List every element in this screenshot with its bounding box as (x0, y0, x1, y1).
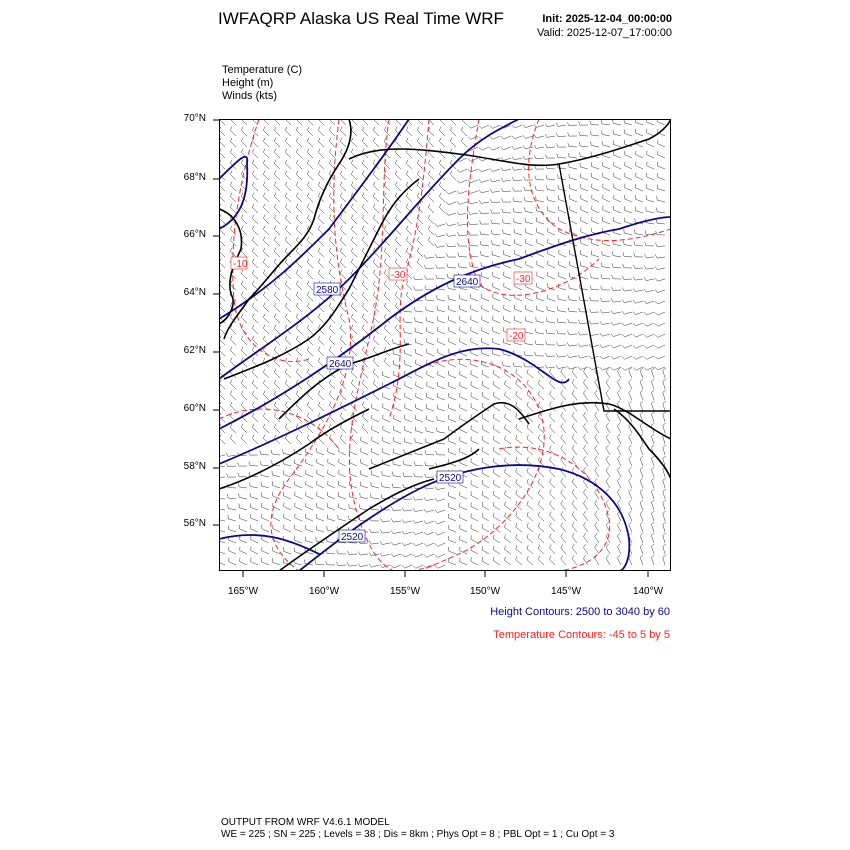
height-contour-label: 2640 (329, 359, 352, 370)
field-temperature: Temperature (C) (222, 64, 303, 76)
lat-label: 70°N (183, 113, 206, 124)
lat-label: 68°N (183, 172, 206, 183)
footer-config: WE = 225 ; SN = 225 ; Levels = 38 ; Dis = 8km ; Phys Opt = 8 ; PBL Opt = 1 ; Cu Opt = 3 (221, 829, 615, 840)
field-height: Height (m) (222, 77, 274, 89)
height-contour-legend: Height Contours: 2500 to 3040 by 60 (490, 606, 670, 618)
map-title: IWFAQRP Alaska US Real Time WRF (218, 9, 504, 28)
temperature-contour-label: -10 (233, 259, 248, 270)
lon-label: 145°W (550, 586, 582, 597)
temperature-contour-legend: Temperature Contours: -45 to 5 by 5 (493, 629, 670, 641)
height-contour-label: 2520 (341, 532, 364, 543)
valid-time: Valid: 2025-12-07_17:00:00 (537, 27, 672, 39)
axis-ticks (205, 110, 685, 590)
temperature-contour-label: -30 (391, 270, 406, 281)
lat-label: 58°N (183, 461, 206, 472)
lon-label: 150°W (469, 586, 501, 597)
temperature-contour-label: -20 (509, 331, 524, 342)
tick-marks (213, 120, 648, 577)
lon-label: 155°W (389, 586, 421, 597)
lat-label: 64°N (183, 287, 206, 298)
lat-label: 62°N (183, 345, 206, 356)
height-contour-label: 2520 (439, 473, 462, 484)
lon-label: 140°W (632, 586, 664, 597)
lat-label: 56°N (183, 518, 206, 529)
height-contour-label: 2580 (316, 285, 339, 296)
temperature-contour-label: -30 (516, 274, 531, 285)
lon-label: 165°W (227, 586, 259, 597)
field-winds: Winds (kts) (222, 90, 277, 102)
lon-label: 160°W (308, 586, 340, 597)
lat-label: 60°N (183, 403, 206, 414)
lat-label: 66°N (183, 229, 206, 240)
init-time: Init: 2025-12-04_00:00:00 (542, 13, 672, 25)
footer-model: OUTPUT FROM WRF V4.6.1 MODEL (221, 817, 390, 828)
height-contour-label: 2640 (456, 277, 479, 288)
